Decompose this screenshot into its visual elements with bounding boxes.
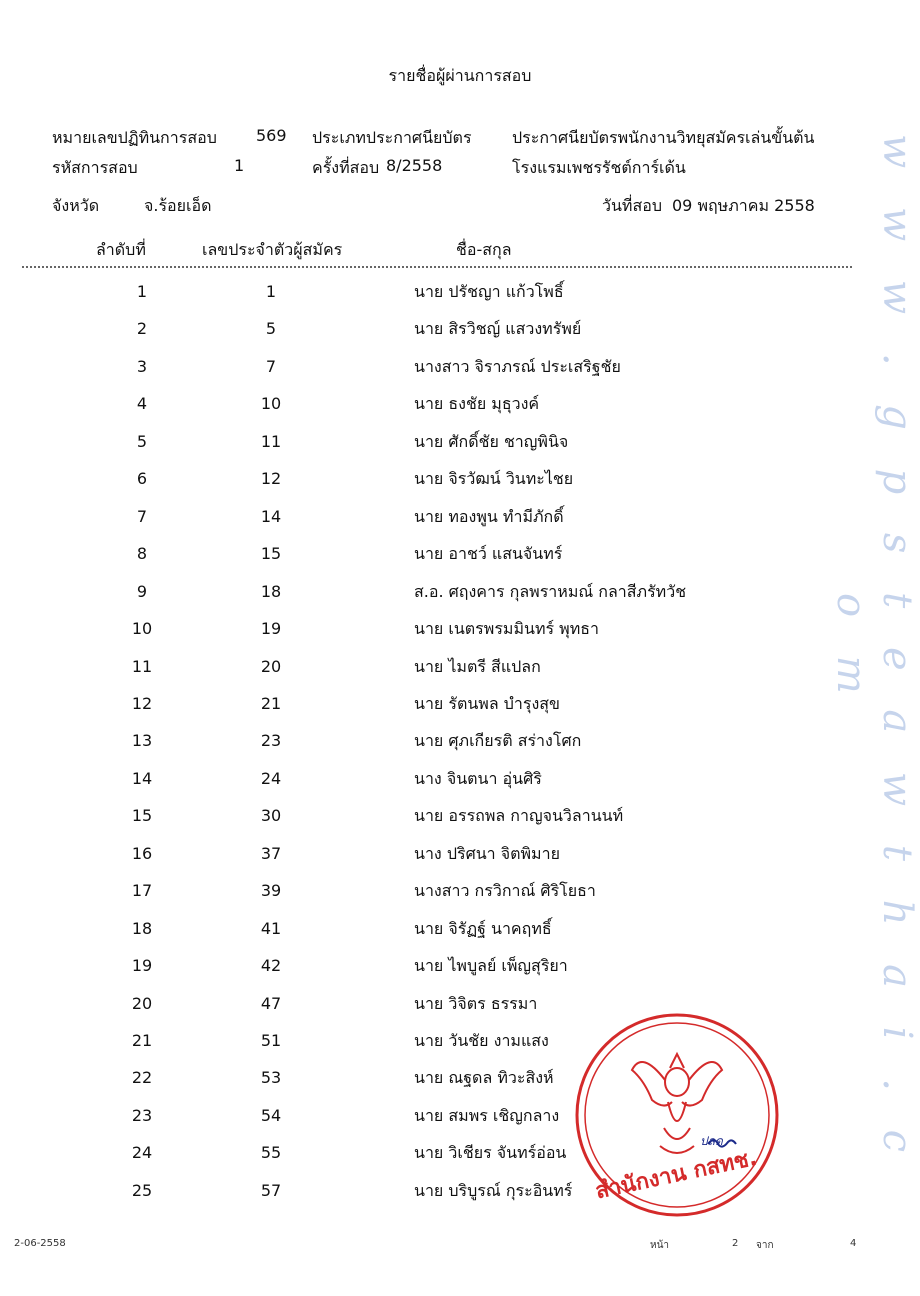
row-order: 9 [136,581,148,601]
row-order: 8 [136,544,148,564]
row-name: นาง จินตนา อุ่นศิริ [414,768,542,788]
row-applicant-id: 51 [260,1031,282,1050]
row-applicant-id: 12 [260,469,282,489]
row-applicant-id: 15 [260,544,282,564]
cert-type-label: ประเภทประกาศนียบัตร [312,128,472,147]
table-row [0,1023,920,1060]
table-row [0,1098,920,1135]
exam-code-label: รหัสการสอบ [52,158,138,177]
row-applicant-id: 24 [260,768,282,788]
row-order: 22 [131,1068,153,1088]
page-title: รายชื่อผู้ผ่านการสอบ [388,66,532,85]
row-order: 4 [136,394,148,414]
row-order: 23 [131,1105,153,1125]
row-order: 19 [131,956,153,976]
row-applicant-id: 37 [260,843,282,863]
of-label: จาก [756,1240,774,1251]
page-label: หน้า [650,1240,670,1251]
row-name: นาย วันชัย งามแสง [414,1031,549,1050]
table-row [0,311,920,348]
row-applicant-id: 5 [265,319,277,339]
row-name: นาย อาชว์ แสนจันทร์ [414,544,563,564]
row-name: นาย ณฐดล ทิวะสิงห์ [414,1068,554,1088]
table-row [0,761,920,798]
row-name: นาย อรรถพล กาญจนวิลานนท์ [414,806,624,826]
schedule-label: หมายเลขปฏิทินการสอบ [52,128,217,147]
row-order: 5 [136,431,148,451]
row-name: นาย สิรวิชญ์ แสวงทรัพย์ [414,319,582,339]
round-label: ครั้งที่สอบ [312,158,380,177]
row-applicant-id: 42 [260,956,282,976]
column-header-order: ลำดับที่ [96,240,146,259]
row-name: นาย จิรวัฒน์ วินทะไชย [414,469,574,489]
row-order: 13 [131,731,153,751]
row-order: 24 [131,1143,153,1163]
watermark: w w w . g p s t e a w t h a i . c o m [828,134,920,1166]
schedule-value: 569 [256,126,287,145]
page-number: 2 [732,1238,739,1249]
row-applicant-id: 19 [260,619,282,639]
signature-text: ปลด [700,1134,723,1148]
row-order: 1 [136,282,148,301]
table-row [0,349,920,386]
row-name: นาย ธงชัย มุธุวงค์ [414,394,540,414]
table-row [0,611,920,648]
row-order: 3 [136,356,148,376]
exam-code-value: 1 [234,156,245,175]
row-applicant-id: 21 [260,693,282,713]
province-label: จังหวัด [52,196,100,215]
table-row [0,686,920,723]
row-order: 2 [136,319,148,339]
row-order: 17 [131,881,153,901]
row-order: 14 [131,768,153,788]
row-applicant-id: 57 [260,1180,282,1200]
row-order: 10 [131,619,153,639]
row-order: 18 [131,918,153,938]
row-applicant-id: 1 [265,282,277,301]
cert-name: ประกาศนียบัตรพนักงานวิทยุสมัครเล่นขั้นต้น [512,128,815,147]
row-name: นาย วิจิตร ธรรมา [414,993,538,1013]
row-name: นาย วิเชียร จันทร์อ่อน [414,1143,567,1163]
row-order: 25 [131,1180,153,1200]
row-applicant-id: 14 [260,506,282,526]
row-order: 16 [131,843,153,863]
table-row [0,798,920,835]
row-name: นาย ปรัชญา แก้วโพธิ์ [414,282,564,301]
row-applicant-id: 47 [260,993,282,1013]
row-name: นาย ศักดิ์ชัย ชาญพินิจ [414,431,569,451]
table-row [0,911,920,948]
row-applicant-id: 30 [260,806,282,826]
table-row [0,873,920,910]
table-row [0,1060,920,1097]
row-applicant-id: 18 [260,581,282,601]
row-applicant-id: 39 [260,881,282,901]
total-pages: 4 [850,1238,857,1249]
row-order: 6 [136,469,148,489]
table-row [0,461,920,498]
row-applicant-id: 10 [260,394,282,414]
table-row [0,1135,920,1172]
exam-date-label: วันที่สอบ [602,196,662,215]
row-name: นางสาว จิราภรณ์ ประเสริฐชัย [414,356,621,376]
table-row [0,948,920,985]
row-name: นาย เนตรพรมมินทร์ พุทธา [414,619,600,639]
row-applicant-id: 41 [260,918,282,938]
row-applicant-id: 54 [260,1105,282,1125]
row-applicant-id: 53 [260,1068,282,1088]
column-header-name: ชื่อ-สกุล [456,240,512,259]
row-applicant-id: 55 [260,1143,282,1163]
row-name: นาย บริบูรณ์ กุระอินทร์ [414,1180,573,1200]
table-row [0,1173,920,1210]
row-applicant-id: 23 [260,731,282,751]
row-order: 15 [131,806,153,826]
row-name: นาย ทองพูน ทำมีภักดิ์ [414,506,564,526]
row-order: 11 [131,656,153,676]
table-row [0,536,920,573]
table-row [0,574,920,611]
row-order: 7 [136,506,148,526]
row-name: นาง ปริศนา จิตพิมาย [414,843,560,863]
row-name: นาย ศุภเกียรติ สร่างโศก [414,731,582,751]
venue: โรงแรมเพชรรัชต์การ์เด้น [512,158,686,177]
table-row [0,723,920,760]
header-divider [22,266,852,268]
column-header-applicant-id: เลขประจำตัวผู้สมัคร [202,240,343,259]
row-name: นาย รัตนพล บำรุงสุข [414,693,560,713]
row-name: นาย ไพบูลย์ เพ็ญสุริยา [414,956,568,976]
print-date: 2-06-2558 [14,1238,66,1249]
seal-text: สำนักงาน กสทช. [593,1145,760,1205]
table-row [0,836,920,873]
table-row [0,274,920,311]
table-row [0,649,920,686]
row-order: 12 [131,693,153,713]
row-name: นาย ไมตรี สีแปลก [414,656,541,676]
row-order: 20 [131,993,153,1013]
row-name: ส.อ. ศฤงคาร กุลพราหมณ์ กลาสีภรัทวัช [414,581,687,601]
row-name: นางสาว กรวิกาณ์ ศิริโยธา [414,881,596,901]
row-applicant-id: 11 [260,431,282,451]
table-row [0,424,920,461]
table-row [0,499,920,536]
table-row [0,386,920,423]
province-value: จ.ร้อยเอ็ด [144,196,212,215]
exam-date-value: 09 พฤษภาคม 2558 [672,196,815,215]
row-name: นาย จิรัฏฐ์ นาคฤทธิ์ [414,918,552,938]
row-name: นาย สมพร เชิญกลาง [414,1105,560,1125]
row-applicant-id: 7 [265,356,277,376]
row-applicant-id: 20 [260,656,282,676]
row-order: 21 [131,1031,153,1050]
table-row [0,986,920,1023]
round-value: 8/2558 [386,156,443,175]
